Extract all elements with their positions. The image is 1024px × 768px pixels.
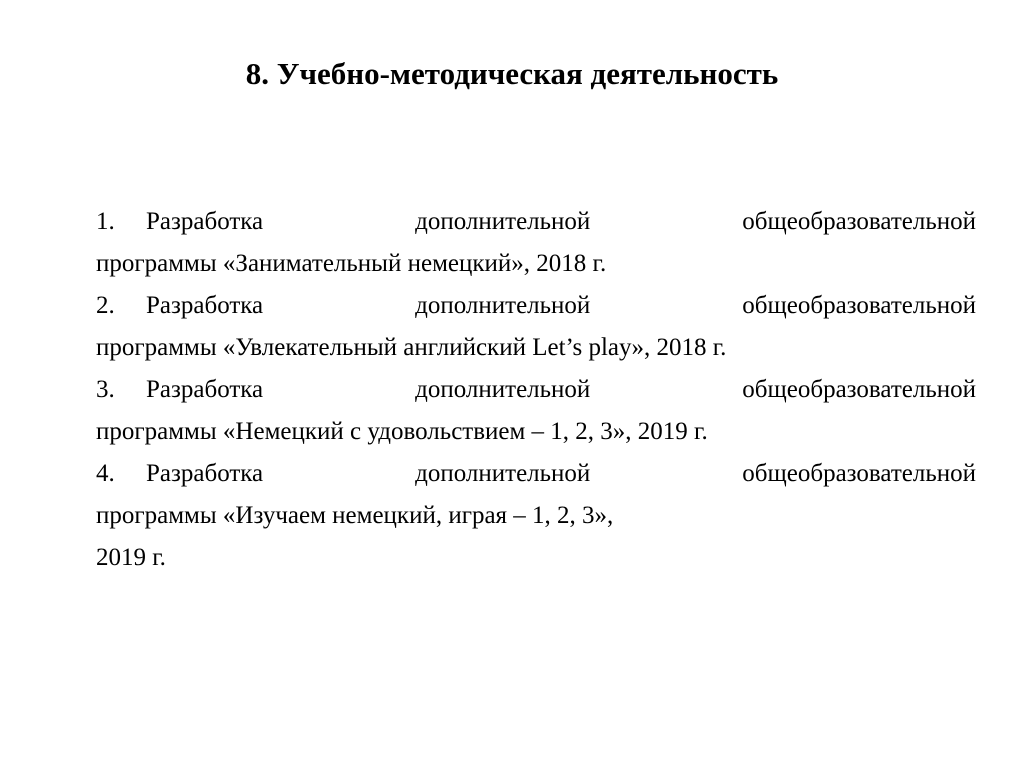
list-item-program-line: программы «Изучаем немецкий, играя – 1, 2, 3», bbox=[96, 502, 614, 529]
list-item-word: общеобразовательной bbox=[742, 376, 976, 403]
list-item-word: дополнительной bbox=[415, 460, 591, 487]
list-item-word: дополнительной bbox=[415, 292, 591, 319]
list-item bbox=[96, 201, 976, 285]
list-item-word: Разработка bbox=[146, 376, 264, 403]
list-item-word: общеобразовательной bbox=[742, 292, 976, 319]
list-item-word: общеобразовательной bbox=[742, 208, 976, 235]
list-item-program-line: программы «Увлекательный английский Let’s play», 2018 г. bbox=[96, 334, 727, 361]
list-item-number: 2. bbox=[96, 292, 115, 319]
list-item-word: Разработка bbox=[146, 292, 264, 319]
program-list bbox=[96, 201, 976, 579]
list-item-first-line bbox=[96, 369, 976, 411]
list-item-word: Разработка bbox=[146, 460, 264, 487]
list-item-number: 1. bbox=[96, 208, 115, 235]
list-item-number: 3. bbox=[96, 376, 115, 403]
list-item bbox=[96, 285, 976, 369]
page-title: 8. Учебно-методическая деятельность bbox=[245, 56, 779, 91]
list-item-first-line bbox=[96, 201, 976, 243]
list-item-program-line: программы «Занимательный немецкий», 2018 г. bbox=[96, 250, 607, 277]
list-item-word: дополнительной bbox=[415, 376, 591, 403]
list-item-program-line: программы «Немецкий с удовольствием – 1, 2, 3», 2019 г. bbox=[96, 418, 708, 445]
list-item-first-line bbox=[96, 285, 976, 327]
list-item bbox=[96, 369, 976, 453]
list-item-number: 4. bbox=[96, 460, 115, 487]
list-item-first-line bbox=[96, 453, 976, 495]
list-item-word: Разработка bbox=[146, 208, 264, 235]
list-item-word: дополнительной bbox=[415, 208, 591, 235]
list-item-year-line: 2019 г. bbox=[96, 544, 166, 571]
list-item bbox=[96, 453, 976, 579]
list-item-word: общеобразовательной bbox=[742, 460, 976, 487]
